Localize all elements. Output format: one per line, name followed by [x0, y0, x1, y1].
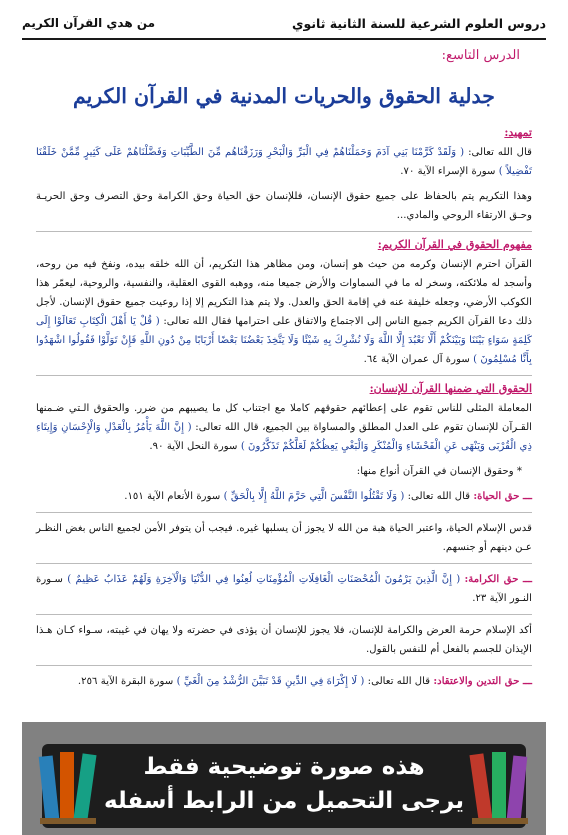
right-to-life-line: [36, 487, 532, 506]
guaranteed-heading: الحقوق التي ضمنها القرآن للإنسان:: [369, 382, 532, 395]
guaranteed-verse: ( إِنَّ اللَّهَ يَأْمُرُ بِالْعَدْلِ وَالْإِحْسَانِ وَإِيتَاءِ ذِي الْقُرْبَى وَيَنْهَى عَنِ الْفَحْشَاءِ وَالْمُنْكَرِ وَالْبَغْيِ يَعِظُكُمْ لَعَلَّكُمْ تَذَكَّرُونَ ): [36, 422, 532, 452]
banner-line-2: يرجى التحميل من الرابط أسفله: [104, 788, 464, 814]
divider: [36, 231, 532, 232]
intro-paragraph: وهذا التكريم يتم بالحفاظ على جميع حقوق الإنسان، فللإنسان حق الحياة وحق الكرامة وحق التصرف وحق الحريـة وحـق الارتقاء الروحي والمادي...: [36, 191, 532, 221]
right-to-belief-line: [36, 672, 532, 691]
right-to-belief-lead: قال الله تعالى:: [364, 676, 434, 687]
right-to-dignity-label: ـــ حق الكرامة:: [464, 573, 532, 585]
lesson-title: جدلية الحقوق والحريات المدنية في القرآن الكريم: [73, 84, 495, 108]
rights-types-bullet: * وحقوق الإنسان في القرآن أنواع منها:: [356, 466, 522, 477]
divider: [36, 614, 532, 615]
right-to-belief-label: ـــ حق التدين والاعتقاد:: [433, 675, 532, 687]
right-to-dignity-line: [36, 570, 532, 608]
right-to-dignity-ref: سـورة النـور الآية ٢٣.: [36, 574, 532, 604]
header-course-title: دروس العلوم الشرعية للسنة الثانية ثانوي: [292, 15, 546, 31]
concept-heading: مفهوم الحقوق في القرآن الكريم:: [377, 238, 532, 251]
concept-text: القرآن احترم الإنسان وكرمه من حيث هو إنسان، ومن مظاهر هذا التكريم، أن الله خلقه بيده، ونفخ فيه من روحه، وأسجد له ملائكته، وسخر له ما في السماوات والأرض جميعا منه، ووهبه القوى العقلية، والنفسية، والروحية، ليعمّر هذا الكوكب الأرضي، وجعله خليفة عنه في إقامة الحق والعدل. ولا يتم هذا التكريم إلا إذا روعيت جميع حقوق الإنسان. لأجل ذلك دعا القرآن الكريم جميع الناس إلى الاجتماع والاتفاق على احترامها فقال الله تعالى:: [36, 259, 533, 327]
lesson-number: الدرس التاسع:: [441, 48, 520, 63]
intro-heading: تمهيد:: [504, 126, 532, 139]
concept-paragraph: [36, 255, 532, 369]
right-to-life-paragraph: قدس الإسلام الحياة، واعتبر الحياة هبة من الله لا يجوز أن يسلبها غيره. فيجب أن يتوفر الأمن لجميع الناس بغض النظـر عـن دينهم أو جنسهم.: [36, 523, 532, 553]
divider: [36, 665, 532, 666]
concept-verse-ref: سورة آل عمران الآية ٦٤.: [363, 354, 474, 365]
header-section-title: من هدي القرآن الكريم: [22, 16, 156, 30]
right-to-dignity-paragraph: أكد الإسلام حرمة العرض والكرامة للإنسان، فلا يجوز للإنسان أن يؤذى في حضرته ولا يهان في غيبته، سـواء كـان هـذا الإيذان للجسم بالفعل أم للنفس بالقول.: [36, 625, 532, 655]
intro-lead: قال الله تعالى:: [464, 147, 533, 158]
right-to-life-ref: سورة الأنعام الآية ١٥١.: [124, 491, 224, 502]
banner-line-1: هذه صورة توضيحية فقط: [143, 754, 425, 780]
divider: [36, 375, 532, 376]
guaranteed-verse-ref: سورة النحل الآية ٩٠.: [149, 441, 241, 452]
right-to-belief-verse: ( لَا إِكْرَاهَ فِي الدِّينِ قَدْ تَبَيَّنَ الرُّشْدُ مِنَ الْغَيِّ ): [176, 676, 365, 687]
right-to-dignity-verse: ( إِنَّ الَّذِينَ يَرْمُونَ الْمُحْصَنَاتِ الْغَافِلَاتِ الْمُؤْمِنَاتِ لُعِنُوا فِي الدُّنْيَا وَالْآخِرَةِ وَلَهُمْ عَذَابٌ عَظِيمٌ ): [67, 574, 465, 585]
divider: [36, 512, 532, 513]
page-header: [22, 8, 546, 40]
intro-verse-ref: سورة الإسراء الآية ٧٠.: [400, 166, 499, 177]
right-to-life-verse: ( وَلَا تَقْتُلُوا النَّفْسَ الَّتِي حَرَّمَ اللَّهُ إِلَّا بِالْحَقِّ ): [223, 491, 405, 502]
right-to-life-lead: قال الله تعالى:: [404, 491, 474, 502]
lesson-content: [36, 126, 532, 697]
right-to-belief-ref: سورة البقرة الآية ٢٥٦.: [77, 676, 177, 687]
divider: [36, 563, 532, 564]
guaranteed-text: المعاملة المثلى للناس تقوم على إعطائهم حقوقهم كاملا مع اجتناب كل ما يصيبهم من ضرر. والحقوق الـتي ضـمنها القـرآن للإنسان تقوم على العدل المطلق والمساواة بين الجميع، قال الله تعالى:: [36, 403, 533, 433]
preview-banner: [42, 744, 526, 828]
intro-verse: ( وَلَقَدْ كَرَّمْنَا بَنِي آدَمَ وَحَمَلْنَاهُمْ فِي الْبَرِّ وَالْبَحْرِ وَرَزَقْنَاهُم مِّنَ الطَّيِّبَاتِ وَفَضَّلْنَاهُمْ عَلَى كَثِيرٍ مِّمَّنْ خَلَقْنَا تَفْضِيلاً ): [36, 147, 532, 177]
intro-verse-paragraph: [36, 143, 532, 181]
guaranteed-paragraph: [36, 399, 532, 456]
concept-verse: ( قُلْ يَا أَهْلَ الْكِتَابِ تَعَالَوْا إِلَى كَلِمَةٍ سَوَاءٍ بَيْنَنَا وَبَيْنَكُمْ أَلَّا نَعْبُدَ إِلَّا اللَّهَ وَلَا نُشْرِكَ بِهِ شَيْئًا وَلَا يَتَّخِذَ بَعْضُنَا بَعْضًا أَرْبَابًا مِنْ دُونِ اللَّهِ فَإِنْ تَوَلَّوْا فَقُولُوا اشْهَدُوا بِأَنَّا مُسْلِمُونَ ): [36, 316, 532, 365]
right-to-life-label: ـــ حق الحياة:: [473, 490, 532, 502]
